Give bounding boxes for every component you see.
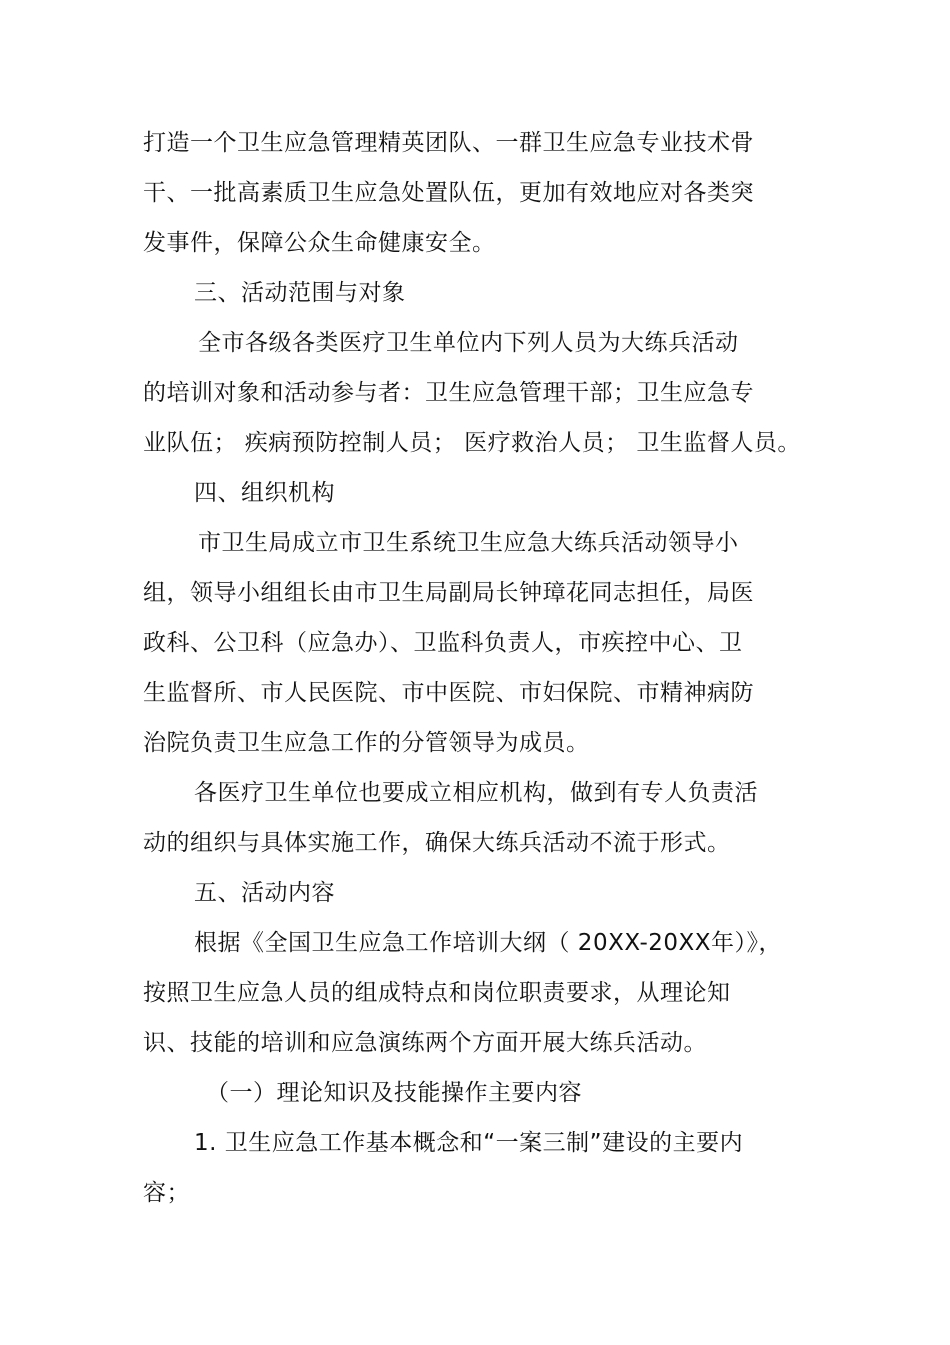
paragraph-line-5: 全市各级各类医疗卫生单位内下列人员为大练兵活动 bbox=[198, 330, 739, 356]
paragraph-line-7: 业队伍； 疾病预防控制人员； 医疗救治人员； 卫生监督人员。 bbox=[143, 430, 801, 456]
paragraph-line-18: 按照卫生应急人员的组成特点和岗位职责要求，从理论知 bbox=[143, 980, 731, 1006]
section-heading-4: 四、组织机构 bbox=[194, 480, 335, 506]
paragraph-line-14: 各医疗卫生单位也要成立相应机构，做到有专人负责活 bbox=[194, 780, 758, 806]
paragraph-line-13: 治院负责卫生应急工作的分管领导为成员。 bbox=[143, 730, 590, 756]
paragraph-line-2: 干、一批高素质卫生应急处置队伍，更加有效地应对各类突 bbox=[143, 180, 754, 206]
paragraph-line-15: 动的组织与具体实施工作，确保大练兵活动不流于形式。 bbox=[143, 830, 731, 856]
paragraph-line-9: 市卫生局成立市卫生系统卫生应急大练兵活动领导小 bbox=[198, 530, 739, 556]
paragraph-line-1: 打造一个卫生应急管理精英团队、一群卫生应急专业技术骨 bbox=[143, 130, 754, 156]
paragraph-line-12: 生监督所、市人民医院、市中医院、市妇保院、市精神病防 bbox=[143, 680, 754, 706]
section-heading-5: 五、活动内容 bbox=[194, 880, 335, 906]
list-item-1-continuation: 容； bbox=[143, 1180, 190, 1206]
paragraph-line-3: 发事件，保障公众生命健康安全。 bbox=[143, 230, 496, 256]
section-heading-3: 三、活动范围与对象 bbox=[194, 280, 406, 306]
paragraph-line-19: 识、技能的培训和应急演练两个方面开展大练兵活动。 bbox=[143, 1030, 707, 1056]
list-item-1: 1. 卫生应急工作基本概念和“一案三制”建设的主要内 bbox=[194, 1130, 744, 1156]
paragraph-line-10: 组，领导小组组长由市卫生局副局长钟璋花同志担任，局医 bbox=[143, 580, 754, 606]
subsection-heading-1: （一）理论知识及技能操作主要内容 bbox=[206, 1080, 582, 1106]
paragraph-line-17: 根据《全国卫生应急工作培训大纲（ 20XX-20XX年）》， bbox=[194, 930, 783, 956]
paragraph-line-6: 的培训对象和活动参与者：卫生应急管理干部；卫生应急专 bbox=[143, 380, 754, 406]
paragraph-line-11: 政科、公卫科（应急办）、卫监科负责人，市疾控中心、卫 bbox=[143, 630, 743, 656]
